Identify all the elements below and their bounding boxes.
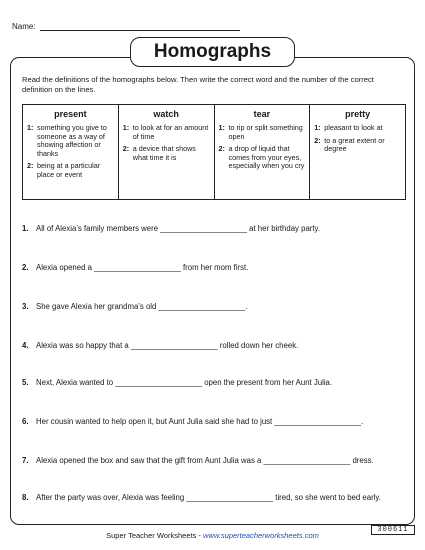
definition-text: being at a particular place or event xyxy=(37,161,101,179)
word-heading: pretty xyxy=(345,109,371,119)
footer xyxy=(0,531,425,540)
question-text: All of Alexia’s family members were ____________________ at her birthday party. xyxy=(36,224,321,233)
definition-number: 2: xyxy=(314,135,321,145)
question xyxy=(22,456,402,466)
definitions-table xyxy=(22,104,406,200)
definition xyxy=(219,124,306,141)
footer-brand: Super Teacher Worksheets xyxy=(106,531,197,540)
question-number: 7. xyxy=(22,456,29,465)
worksheet-code: 300611 xyxy=(371,525,415,535)
word-column xyxy=(119,105,215,199)
definition-text: a device that shows what time it is xyxy=(132,144,196,162)
definition-text: something you give to someone as a way of showing affection or thanks xyxy=(37,123,107,158)
word-heading: present xyxy=(54,109,87,119)
definition-text: pleasant to look at xyxy=(324,123,383,132)
question-text: Alexia was so happy that a ____________________ rolled down her cheek. xyxy=(36,341,299,350)
question-text: Her cousin wanted to help open it, but Aunt Julia said she had to just ____________________. xyxy=(36,417,364,426)
question-text: After the party was over, Alexia was feeling ____________________ tired, so she went to bed early. xyxy=(36,493,381,502)
definition-number: 2: xyxy=(122,144,130,154)
definition-number: 2: xyxy=(218,144,225,154)
definition xyxy=(219,145,306,171)
question-text: Alexia opened the box and saw that the gift from Aunt Julia was a ____________________ dress. xyxy=(36,456,374,465)
definition-number: 2: xyxy=(27,161,34,171)
worksheet-title: Homographs xyxy=(130,37,295,67)
word-column xyxy=(215,105,311,199)
definition xyxy=(27,162,114,179)
name-line xyxy=(40,30,240,31)
definition xyxy=(314,124,401,133)
question xyxy=(22,378,402,388)
question-text: She gave Alexia her grandma’s old ____________________. xyxy=(36,302,248,311)
definition xyxy=(123,124,210,141)
definition-number: 1: xyxy=(27,123,34,132)
word-column xyxy=(310,105,405,199)
definition xyxy=(123,145,210,162)
word-column xyxy=(23,105,119,199)
word-heading: tear xyxy=(253,109,271,119)
footer-separator: - xyxy=(196,531,203,540)
word-heading: watch xyxy=(153,109,179,119)
definition-text: to look at for an amount of time xyxy=(132,123,209,141)
question-text: Next, Alexia wanted to ____________________ open the present from her Aunt Julia. xyxy=(36,378,333,387)
definition-text: to rip or split something open xyxy=(228,123,303,141)
footer-url-link[interactable]: www.superteacherworksheets.com xyxy=(202,531,319,540)
instructions: Read the definitions of the homographs below. Then write the correct word and the number of the correct definition on the lines. xyxy=(22,75,374,94)
question xyxy=(22,341,402,351)
question-number: 4. xyxy=(22,341,29,350)
question xyxy=(22,302,402,312)
question-number: 3. xyxy=(22,302,29,311)
question-text: Alexia opened a ____________________ from her mom first. xyxy=(36,263,249,272)
definition-number: 1: xyxy=(122,123,130,132)
question-number: 2. xyxy=(22,263,29,272)
definition xyxy=(27,124,114,158)
question-number: 1. xyxy=(22,224,29,233)
question xyxy=(22,493,402,503)
definition-text: to a great extent or degree xyxy=(324,135,385,154)
question-number: 8. xyxy=(22,493,29,502)
question xyxy=(22,417,402,427)
definition xyxy=(314,137,401,154)
definition-text: a drop of liquid that comes from your eyes, especially when you cry xyxy=(228,144,305,171)
question xyxy=(22,224,402,234)
question-number: 6. xyxy=(22,417,29,426)
question xyxy=(22,263,402,273)
definition-number: 1: xyxy=(314,123,321,132)
definition-number: 1: xyxy=(218,123,225,132)
question-number: 5. xyxy=(22,378,29,387)
name-label: Name: xyxy=(12,22,36,31)
